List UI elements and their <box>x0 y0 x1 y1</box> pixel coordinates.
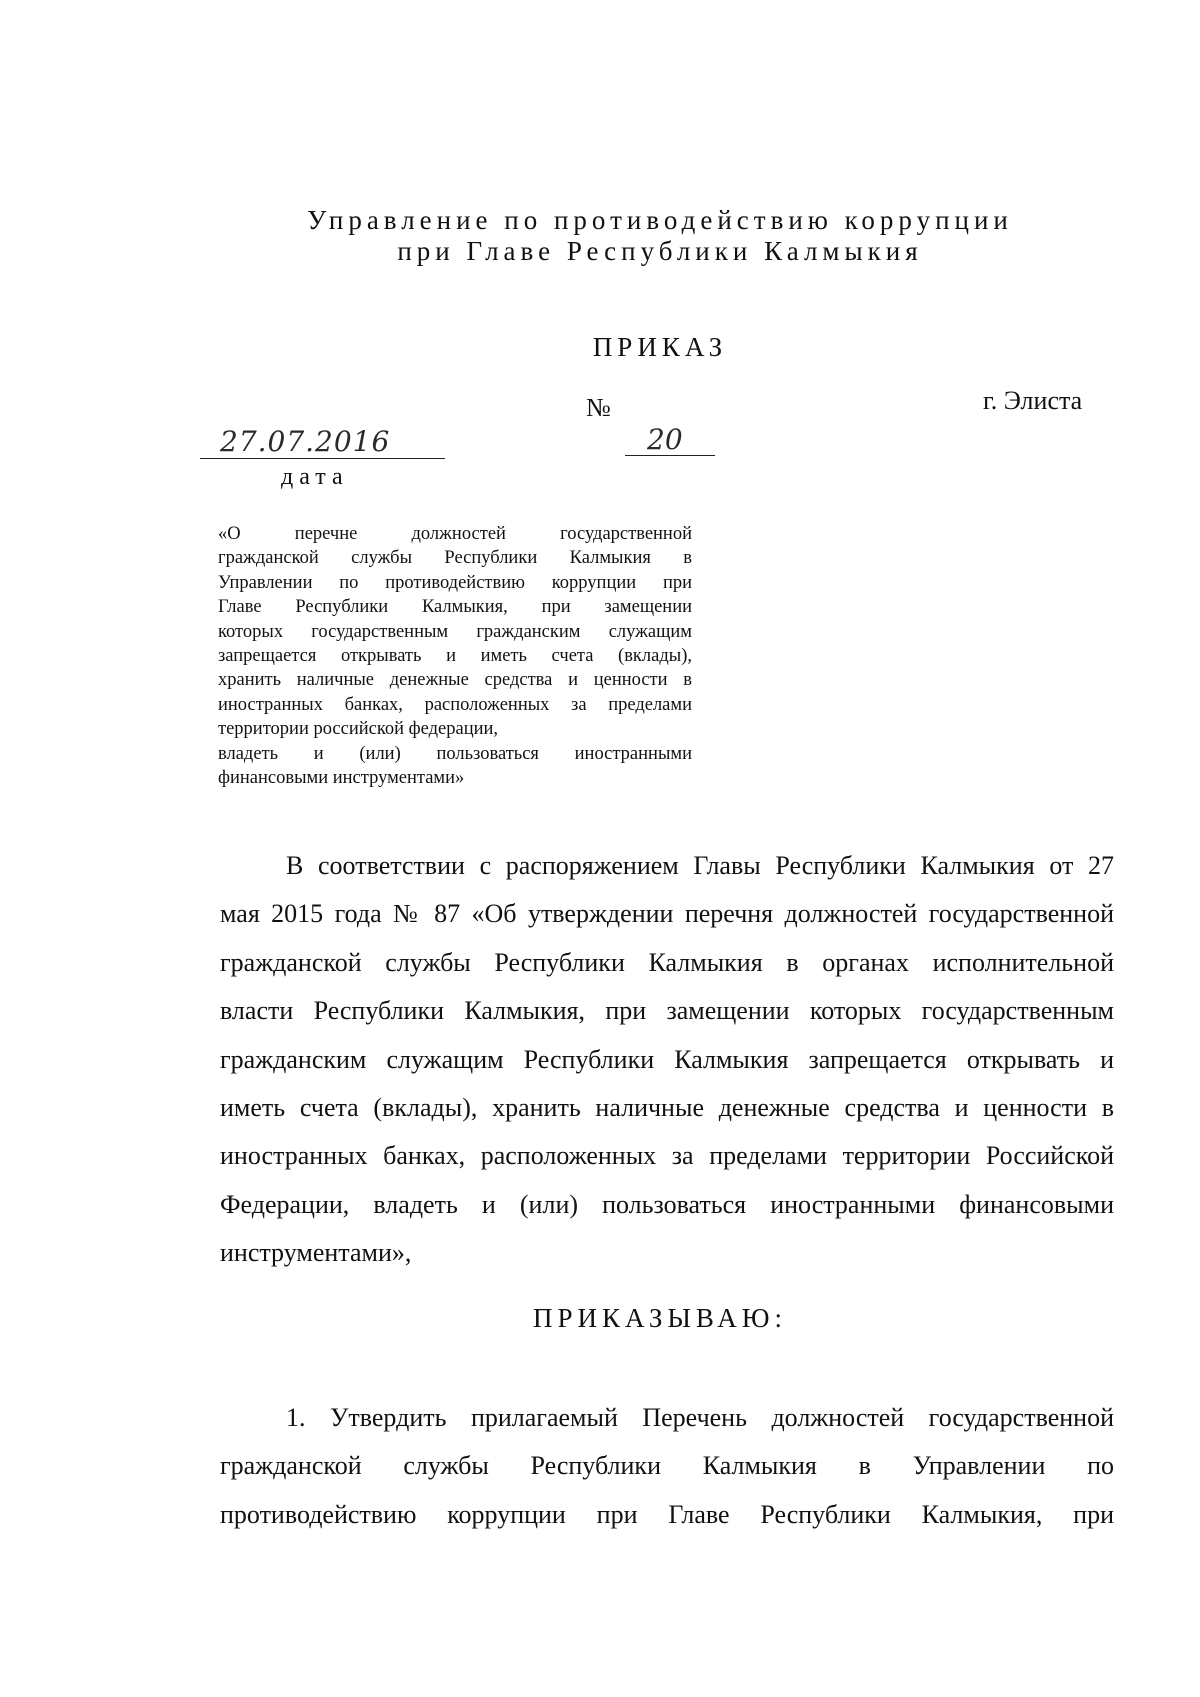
number-sign: № <box>586 393 611 422</box>
subject-line: владеть и (или) пользоваться иностранными <box>218 743 692 764</box>
subject-line: Главе Республики Калмыкия, при замещении <box>218 597 692 618</box>
subject-line: гражданской службы Республики Калмыкия в <box>218 548 692 569</box>
preamble-paragraph <box>220 842 1114 1278</box>
order-heading: ПРИКАЗЫВАЮ: <box>533 1303 787 1333</box>
preamble-line: иметь счета (вклады), хранить наличные денежные средства и ценности в <box>220 1093 1114 1123</box>
preamble-line: власти Республики Калмыкия, при замещении которых государственным <box>220 996 1114 1026</box>
city-name: г. Элиста <box>983 386 1083 415</box>
subject-line: которых государственным гражданским служащим <box>218 621 692 642</box>
subject-block <box>218 522 692 790</box>
handwritten-number: 20 <box>647 423 683 456</box>
subject-line: иностранных банках, расположенных за пределами <box>218 694 692 715</box>
preamble-line: инструментами», <box>220 1238 412 1268</box>
preamble-line: гражданской службы Республики Калмыкия в органах исполнительной <box>220 947 1114 977</box>
order-item-1 <box>220 1394 1114 1539</box>
preamble-line: В соответствии с распоряжением Главы Республики Калмыкия от 27 <box>286 851 1114 880</box>
document-type-title: ПРИКАЗ <box>592 332 728 362</box>
subject-line: запрещается открывать и иметь счета (вклады), <box>218 646 692 667</box>
subject-line: Управлении по противодействию коррупции при <box>218 572 692 593</box>
handwritten-date: 27.07.2016 <box>220 425 391 458</box>
date-label: дата <box>281 464 349 490</box>
preamble-line: Федерации, владеть и (или) пользоваться иностранными финансовыми <box>220 1189 1114 1219</box>
subject-line: финансовыми инструментами» <box>218 768 465 789</box>
organization-name-line-1: Управление по противодействию коррупции <box>307 205 1013 235</box>
date-underline <box>200 458 445 459</box>
order-item-line: противодействию коррупции при Главе Республики Калмыкия, при <box>220 1499 1114 1529</box>
preamble-line: иностранных банках, расположенных за пределами территории Российской <box>220 1141 1114 1171</box>
subject-line: хранить наличные денежные средства и ценности в <box>218 670 692 691</box>
number-underline <box>625 455 715 456</box>
order-item-line: 1. Утвердить прилагаемый Перечень должностей государственной <box>286 1403 1114 1432</box>
organization-name-line-2: при Главе Республики Калмыкия <box>397 236 923 266</box>
order-item-line: гражданской службы Республики Калмыкия в Управлении по <box>220 1451 1114 1481</box>
subject-line: «О перечне должностей государственной <box>218 524 692 544</box>
preamble-line: мая 2015 года № 87 «Об утверждении перечня должностей государственной <box>220 899 1114 929</box>
preamble-line: гражданским служащим Республики Калмыкия запрещается открывать и <box>220 1044 1114 1074</box>
subject-line: территории российской федерации, <box>218 719 499 740</box>
